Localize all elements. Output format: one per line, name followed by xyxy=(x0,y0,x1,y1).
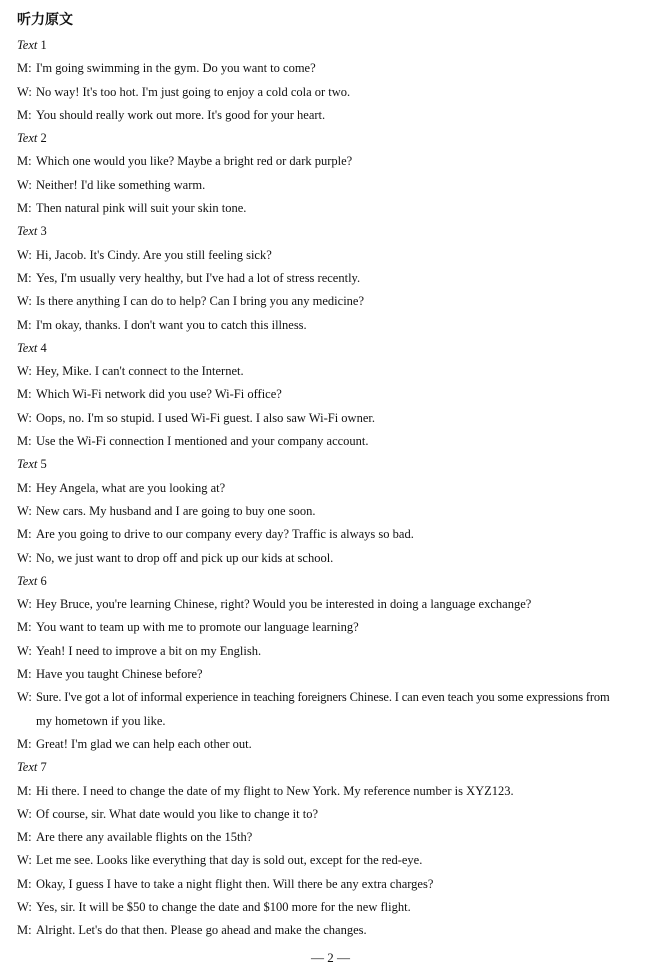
dialogue-line xyxy=(0,897,661,920)
text-heading-word: Text xyxy=(17,760,38,775)
text-heading xyxy=(0,338,661,361)
speaker-label: W: xyxy=(17,364,32,379)
dialogue-line xyxy=(0,82,661,105)
dialogue-line xyxy=(0,175,661,198)
dialogue-text: Are you going to drive to our company every day? Traffic is always so bad. xyxy=(36,527,414,542)
text-heading-number: 1 xyxy=(40,38,47,52)
dialogue-line xyxy=(0,734,661,757)
text-heading-word: Text xyxy=(17,457,38,472)
dialogue-text: Neither! I'd like something warm. xyxy=(36,177,206,192)
dialogue-line xyxy=(0,58,661,81)
text-heading xyxy=(0,757,661,780)
dialogue-text: Yes, I'm usually very healthy, but I've had a lot of stress recently. xyxy=(36,270,361,285)
dialogue-continuation xyxy=(0,711,661,734)
speaker-label: M: xyxy=(17,201,32,216)
dialogue-line xyxy=(0,594,661,617)
speaker-label: W: xyxy=(17,806,32,821)
dialogue-line xyxy=(0,617,661,640)
dialogue-line xyxy=(0,478,661,501)
dialogue-line xyxy=(0,641,661,664)
dialogue-text: Yeah! I need to improve a bit on my English. xyxy=(36,643,262,658)
speaker-label: W: xyxy=(17,247,32,262)
speaker-label: M: xyxy=(17,620,32,635)
text-heading-number: 5 xyxy=(40,457,47,472)
speaker-label: M: xyxy=(17,154,32,169)
text-heading-word: Text xyxy=(17,340,38,355)
dialogue-text: Okay, I guess I have to take a night flight then. Will there be any extra charges? xyxy=(36,876,434,891)
text-heading-number: 2 xyxy=(40,131,47,146)
text-heading xyxy=(0,128,661,151)
speaker-label: M: xyxy=(17,61,32,76)
dialogue-line xyxy=(0,548,661,571)
text-heading xyxy=(0,571,661,594)
dialogue-line xyxy=(0,874,661,897)
text-heading-word: Text xyxy=(17,224,38,239)
dialogue-text: Of course, sir. What date would you like to change it to? xyxy=(36,806,318,821)
text-heading-number: 3 xyxy=(40,224,47,239)
dialogue-text: You want to team up with me to promote our language learning? xyxy=(36,620,359,635)
transcript xyxy=(0,35,661,944)
text-heading xyxy=(0,221,661,244)
speaker-label: M: xyxy=(17,317,32,332)
dialogue-text: New cars. My husband and I are going to buy one soon. xyxy=(36,503,316,518)
dialogue-line xyxy=(0,105,661,128)
dialogue-line xyxy=(0,315,661,338)
dialogue-text: Sure. I've got a lot of informal experience in teaching foreigners Chinese. I can even teach you some expressions from xyxy=(36,690,610,705)
speaker-label: W: xyxy=(17,177,32,192)
dialogue-text: Great! I'm glad we can help each other out. xyxy=(36,736,252,751)
dialogue-text: Hey Bruce, you're learning Chinese, right? Would you be interested in doing a language exchange? xyxy=(36,597,532,612)
dialogue-text: Are there any available flights on the 15th? xyxy=(36,830,253,845)
dialogue-text: Hey Angela, what are you looking at? xyxy=(36,480,226,495)
dialogue-line xyxy=(0,501,661,524)
text-heading-word: Text xyxy=(17,131,38,146)
page-title: 听力原文 xyxy=(17,12,73,28)
dialogue-line xyxy=(0,524,661,547)
dialogue-line xyxy=(0,431,661,454)
dialogue-text: No way! It's too hot. I'm just going to enjoy a cold cola or two. xyxy=(36,84,351,99)
text-heading-word: Text xyxy=(17,38,38,52)
dialogue-text: Use the Wi-Fi connection I mentioned and your company account. xyxy=(36,434,369,449)
dialogue-line xyxy=(0,291,661,314)
speaker-label: M: xyxy=(17,107,32,122)
dialogue-line xyxy=(0,781,661,804)
dialogue-text: Alright. Let's do that then. Please go ahead and make the changes. xyxy=(36,923,367,938)
speaker-label: M: xyxy=(17,876,32,891)
speaker-label: M: xyxy=(17,387,32,402)
speaker-label: W: xyxy=(17,853,32,868)
speaker-label: M: xyxy=(17,923,32,938)
dialogue-line xyxy=(0,268,661,291)
speaker-label: W: xyxy=(17,550,32,565)
dialogue-text: Yes, sir. It will be $50 to change the date and $100 more for the new flight. xyxy=(36,899,411,914)
dialogue-text: Let me see. Looks like everything that day is sold out, except for the red-eye. xyxy=(36,853,423,868)
speaker-label: W: xyxy=(17,294,32,309)
dialogue-text: Have you taught Chinese before? xyxy=(36,667,203,682)
dialogue-line xyxy=(0,850,661,873)
dialogue-text: Oops, no. I'm so stupid. I used Wi-Fi guest. I also saw Wi-Fi owner. xyxy=(36,410,375,425)
dialogue-line xyxy=(0,198,661,221)
dialogue-line xyxy=(0,408,661,431)
page-number: — 2 — xyxy=(311,950,350,965)
dialogue-line xyxy=(0,245,661,268)
dialogue-text: Is there anything I can do to help? Can I bring you any medicine? xyxy=(36,294,365,309)
dialogue-text: No, we just want to drop off and pick up our kids at school. xyxy=(36,550,334,565)
dialogue-line xyxy=(0,920,661,943)
dialogue-text: I'm going swimming in the gym. Do you want to come? xyxy=(36,61,316,76)
dialogue-text: Which Wi-Fi network did you use? Wi-Fi office? xyxy=(36,387,282,402)
dialogue-line xyxy=(0,361,661,384)
speaker-label: M: xyxy=(17,667,32,682)
dialogue-line xyxy=(0,664,661,687)
dialogue-text: Then natural pink will suit your skin tone. xyxy=(36,201,247,216)
speaker-label: M: xyxy=(17,270,32,285)
dialogue-text: Hi there. I need to change the date of my flight to New York. My reference number is XYZ123. xyxy=(36,783,514,798)
speaker-label: M: xyxy=(17,783,32,798)
dialogue-text: I'm okay, thanks. I don't want you to catch this illness. xyxy=(36,317,307,332)
speaker-label: M: xyxy=(17,830,32,845)
speaker-label: W: xyxy=(17,410,32,425)
dialogue-line xyxy=(0,804,661,827)
speaker-label: W: xyxy=(17,84,32,99)
dialogue-line xyxy=(0,151,661,174)
text-heading xyxy=(0,35,661,58)
dialogue-text: You should really work out more. It's good for your heart. xyxy=(36,107,326,122)
text-heading-word: Text xyxy=(17,573,38,588)
dialogue-text: Hi, Jacob. It's Cindy. Are you still feeling sick? xyxy=(36,247,272,262)
speaker-label: W: xyxy=(17,643,32,658)
speaker-label: M: xyxy=(17,434,32,449)
dialogue-text: Hey, Mike. I can't connect to the Internet. xyxy=(36,364,244,379)
text-heading-number: 6 xyxy=(40,573,47,588)
speaker-label: W: xyxy=(17,899,32,914)
text-heading xyxy=(0,454,661,477)
speaker-label: W: xyxy=(17,690,32,705)
dialogue-line xyxy=(0,827,661,850)
speaker-label: M: xyxy=(17,480,32,495)
speaker-label: W: xyxy=(17,503,32,518)
dialogue-text: Which one would you like? Maybe a bright red or dark purple? xyxy=(36,154,353,169)
speaker-label: W: xyxy=(17,597,32,612)
text-heading-number: 7 xyxy=(40,760,47,775)
dialogue-text: my hometown if you like. xyxy=(36,713,166,728)
speaker-label: M: xyxy=(17,527,32,542)
dialogue-line xyxy=(0,384,661,407)
speaker-label: M: xyxy=(17,736,32,751)
text-heading-number: 4 xyxy=(40,340,47,355)
dialogue-line xyxy=(0,687,661,710)
